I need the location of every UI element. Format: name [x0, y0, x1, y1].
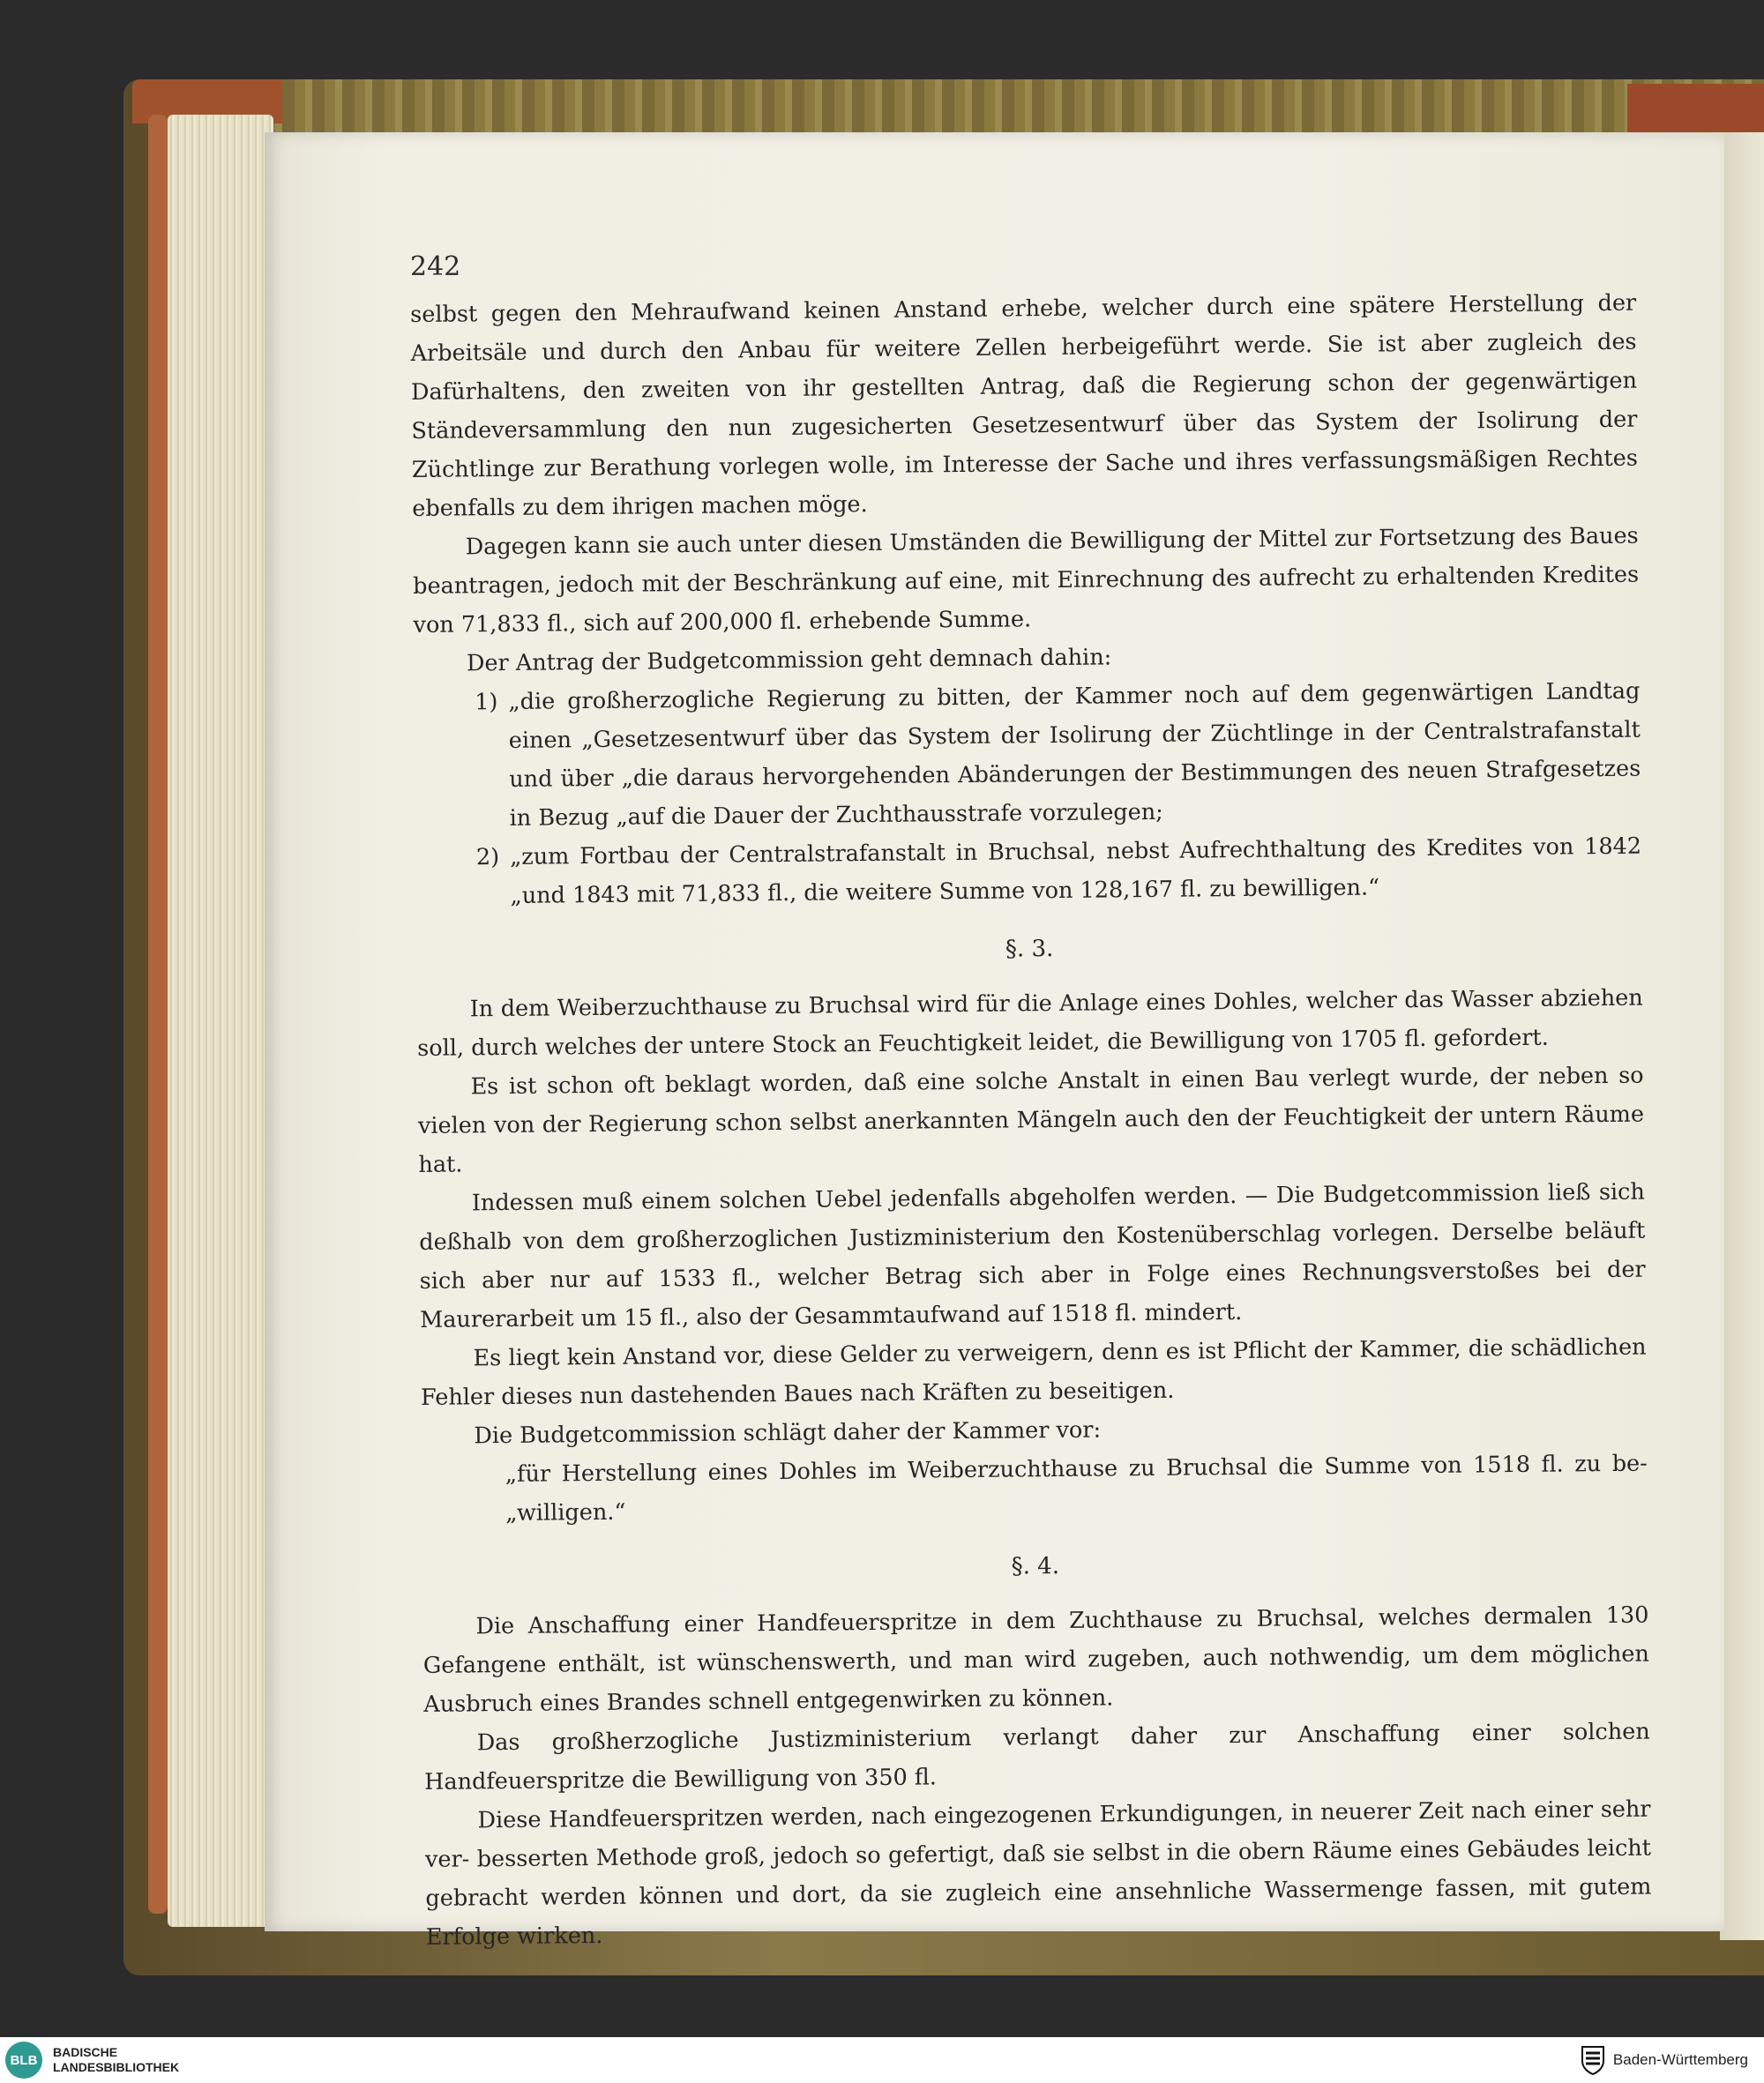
paragraph: Diese Handfeuerspritzen werden, nach eingezogenen Erkundigungen, in neuerer Zeit nach einer sehr ver- besserten Methode groß, jedoch so gefertigt, daß sie selbst in die obern Räume eines Gebäudes leicht gebracht werden können und dort, da sie zugleich eine ansehnliche Wassermenge fassen, mit gutem Erfolge wirken.: [424, 1796, 1652, 1951]
blb-name-line2: LANDESBIBLIOTHEK: [53, 2060, 180, 2074]
list-item-number: 1): [475, 689, 498, 716]
page-text: [410, 284, 1652, 1957]
book-spine: [148, 115, 168, 1914]
page-stack-edge: [168, 115, 273, 1927]
paragraph: Dagegen kann sie auch unter diesen Umständen die Bewilligung der Mittel zur Fortsetzung des Baues beantragen, jedoch mit der Beschränkung auf eine, mit Einrechnung des aufrecht zu erhaltenden Kredites von 71,833 fl., sich auf 200,000 fl. erhebende Summe.: [413, 522, 1640, 638]
paragraph: In dem Weiberzuchthause zu Bruchsal wird für die Anlage eines Dohles, welcher das Wasser abziehen soll, durch welches der untere Stock an Feuchtigkeit leidet, die Bewilligung von 1705 fl. gefordert.: [417, 984, 1643, 1062]
paragraph: Der Antrag der Budgetcommission geht demnach dahin:: [466, 644, 1112, 677]
coat-of-arms-icon: [1580, 2045, 1606, 2075]
blb-logo-icon: BLB: [5, 2042, 42, 2079]
bw-brand[interactable]: [1580, 2045, 1748, 2075]
paragraph: Die Budgetcommission schlägt daher der Kammer vor:: [474, 1416, 1102, 1450]
blb-brand[interactable]: [5, 2042, 179, 2079]
facing-page-edge: [1720, 132, 1764, 1940]
footer-bar: [0, 2037, 1764, 2083]
book-top-edge: [265, 79, 1764, 132]
blb-name: [53, 2045, 179, 2075]
page-number: 242: [410, 251, 461, 282]
paragraph: Das großherzogliche Justizministerium verlangt daher zur Anschaffung einer solchen Handfeuerspritze die Bewilligung von 350 fl.: [424, 1718, 1650, 1796]
blb-name-line1: BADISCHE: [53, 2045, 118, 2059]
paragraph: selbst gegen den Mehraufwand keinen Anstand erhebe, welcher durch eine spätere Herstellung der Arbeitsäle und durch den Anbau für weitere Zellen herbeigeführt werde. Sie ist aber zugleich des Dafürhaltens, den zweiten von ihr gestellten Antrag, daß die Regierung schon der gegenwärtigen Ständeversammlung den nun zugesicherten Gesetzesentwurf über das System der Isolirung der Züchtlinge zur Berathung vorlegen wolle, im Interesse der Sache und ihres verfassungsmäßigen Rechtes ebenfalls zu dem ihrigen machen möge.: [410, 289, 1638, 522]
list-item: [414, 672, 1641, 839]
list-item-number: 2): [475, 844, 500, 871]
paragraph: Es ist schon oft beklagt worden, daß eine solche Anstalt in einen Bau verlegt wurde, der neben so vielen von der Regierung schon selbst anerkannten Mängeln auch den der Feuchtigkeit der untern Räume hat.: [417, 1062, 1645, 1178]
leather-corner-right: [1627, 84, 1764, 137]
section-heading: §. 3.: [1005, 936, 1054, 963]
paragraph: Indessen muß einem solchen Uebel jedenfalls abgeholfen werden. — Die Budgetcommission ließ sich deßhalb von dem großherzoglichen Justizministerium den Kostenüberschlag vorlegen. Derselbe beläuft sich aber nur auf 1533 fl., welcher Betrag sich aber in Folge eines Rechnungsverstoßes bei der Maurerarbeit um 15 fl., also der Gesammtaufwand auf 1518 fl. mindert.: [419, 1178, 1646, 1333]
paragraph: Die Anschaffung einer Handfeuerspritze in dem Zuchthause zu Bruchsal, welches dermalen 130 Gefangene enthält, ist wünschenswerth, und man wird zugeben, auch nothwendig, um dem möglichen Ausbruch eines Brandes schnell entgegenwirken zu können.: [422, 1601, 1649, 1718]
list-item-text: „zum Fortbau der Centralstrafanstalt in Bruchsal, nebst Aufrechthaltung des Kredites von 1842 „und 1843 mit 71,833 fl., die weitere Summe von 128,167 fl. zu bewilligen.“: [509, 832, 1642, 909]
section-heading: §. 4.: [1011, 1553, 1060, 1580]
paragraph: Es liegt kein Anstand vor, diese Gelder zu verweigern, denn es ist Pflicht der Kammer, die schädlichen Fehler dieses nun dastehenden Baues nach Kräften zu beseitigen.: [420, 1333, 1647, 1411]
bw-name: Baden-Württemberg: [1612, 2051, 1748, 2068]
list-item: [415, 827, 1642, 916]
quoted-motion: „für Herstellung eines Dohles im Weiberzuchthause zu Bruchsal die Summe von 1518 fl. zu be- „willigen.“: [505, 1450, 1648, 1527]
list-item-text: „die großherzogliche Regierung zu bitten, der Kammer noch auf dem gegenwärtigen Landtag einen „Gesetzesentwurf über das System der Isolirung der Züchtlinge in der Centralstrafanstalt und über „die daraus hervorgehenden Abänderungen der Bestimmungen des neuen Strafgesetzes in Bezug „auf die Dauer der Zuchthausstrafe vorzulegen;: [508, 677, 1641, 832]
